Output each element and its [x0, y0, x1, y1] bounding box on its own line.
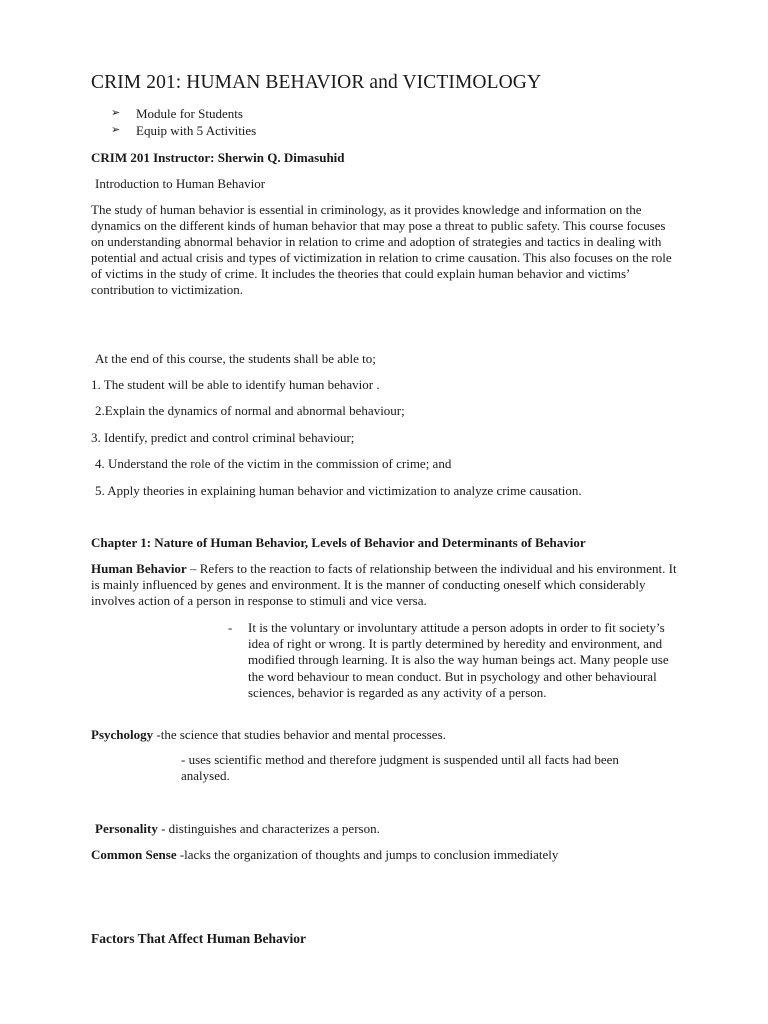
term-label: Psychology	[91, 727, 154, 742]
term-definition: - distinguishes and characterizes a person.	[157, 821, 380, 836]
term-definition: -lacks the organization of thoughts and jumps to conclusion immediately	[176, 847, 559, 862]
term-definition: -the science that studies behavior and mental processes.	[153, 727, 446, 742]
common-sense-definition	[91, 847, 558, 863]
outcome-item: 5. Apply theories in explaining human behavior and victimization to analyze crime causation.	[95, 483, 582, 498]
term-label: Personality	[95, 821, 158, 836]
arrow-bullet-icon: ➢	[111, 107, 121, 119]
outcome-item: 3. Identify, predict and control criminal behaviour;	[91, 430, 355, 445]
arrow-bullet-icon: ➢	[111, 124, 121, 136]
factors-heading: Factors That Affect Human Behavior	[91, 931, 306, 946]
outcomes-intro: At the end of this course, the students shall be able to;	[95, 351, 376, 366]
outcome-item: 2.Explain the dynamics of normal and abnormal behaviour;	[95, 403, 405, 418]
human-behavior-definition	[91, 561, 681, 609]
bullet-text: Module for Students	[136, 106, 243, 121]
term-label: Human Behavior	[91, 561, 187, 576]
term-label: Common Sense	[91, 847, 177, 862]
outcome-item: 1. The student will be able to identify human behavior .	[91, 377, 380, 392]
bullet-text: Equip with 5 Activities	[136, 123, 257, 138]
chapter-heading: Chapter 1: Nature of Human Behavior, Levels of Behavior and Determinants of Behavior	[91, 535, 586, 550]
psychology-definition	[91, 727, 446, 743]
instructor-line: CRIM 201 Instructor: Sherwin Q. Dimasuhid	[91, 150, 345, 165]
term-definition: – Refers to the reaction to facts of relationship between the individual and his environment. It is mainly influenced by genes and environment. It is the manner of conducting oneself which considerably involves action of a person in response to stimuli and vice versa.	[91, 561, 677, 608]
intro-heading: Introduction to Human Behavior	[95, 176, 266, 191]
intro-paragraph: The study of human behavior is essential in criminology, as it provides knowledge and information on the dynamics on the different kinds of human behavior that may pose a threat to public safety. This course focuses on understanding abnormal behavior in relation to crime and adoption of strategies and tactics in dealing with potential and actual crisis and types of victimization in relation to crime causation. This also focuses on the role of victims in the study of crime. It includes the theories that could explain human behavior and victims’ contribution to victimization.	[91, 202, 672, 297]
psychology-note: - uses scientific method and therefore judgment is suspended until all facts had been analysed.	[181, 752, 619, 783]
human-behavior-note: It is the voluntary or involuntary attitude a person adopts in order to fit society’s idea of right or wrong. It is partly determined by heredity and environment, and modified through learning. It is also the way human beings act. Many people use the word behaviour to mean conduct. But in psychology and other behavioural sciences, behavior is regarded as any activity of a person.	[248, 620, 669, 700]
dash-bullet: -	[228, 620, 233, 635]
document-title: CRIM 201: HUMAN BEHAVIOR and VICTIMOLOGY	[91, 72, 542, 93]
personality-definition	[95, 821, 380, 837]
outcome-item: 4. Understand the role of the victim in the commission of crime; and	[95, 456, 452, 471]
